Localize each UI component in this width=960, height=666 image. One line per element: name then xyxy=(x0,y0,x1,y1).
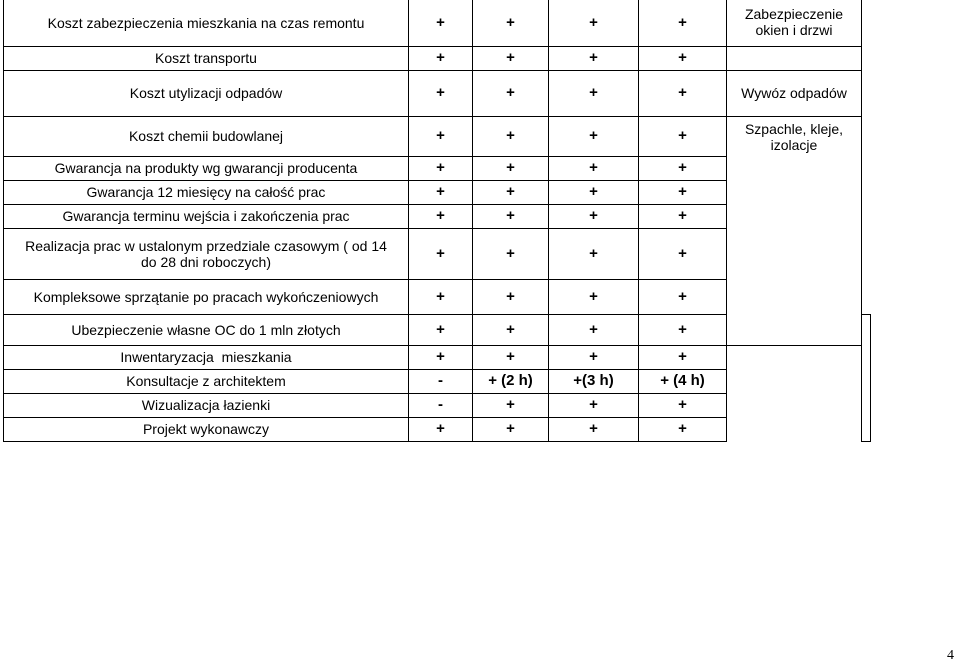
row-label: Wizualizacja łazienki xyxy=(4,393,409,417)
tier-4-mark: + xyxy=(639,156,727,180)
tier-1-mark: + xyxy=(409,180,473,204)
tier-1-mark: + xyxy=(409,345,473,369)
tier-3-mark: + xyxy=(549,180,639,204)
tier-1-mark: + xyxy=(409,46,473,70)
row-label: Kompleksowe sprzątanie po pracach wykończeniowych xyxy=(4,279,409,314)
pricing-feature-table xyxy=(3,0,871,442)
table-row xyxy=(4,369,871,393)
tier-1-mark: + xyxy=(409,116,473,156)
tier-4-mark: + xyxy=(639,46,727,70)
row-label: Koszt transportu xyxy=(4,46,409,70)
tier-3-mark: + xyxy=(549,70,639,116)
note-szpachle xyxy=(727,116,862,345)
tier-4-mark: + xyxy=(639,180,727,204)
tier-2-mark: + xyxy=(473,228,549,279)
row-label: Koszt utylizacji odpadów xyxy=(4,70,409,116)
tier-2-mark: + xyxy=(473,417,549,441)
tier-4-mark: + xyxy=(639,204,727,228)
row-label: Projekt wykonawczy xyxy=(4,417,409,441)
row-label: Konsultacje z architektem xyxy=(4,369,409,393)
table-row xyxy=(4,0,871,46)
row-label: Gwarancja terminu wejścia i zakończenia prac xyxy=(4,204,409,228)
tier-1-mark: + xyxy=(409,204,473,228)
tier-1-mark: + xyxy=(409,228,473,279)
tier-2-mark: + (2 h) xyxy=(473,369,549,393)
note-empty xyxy=(727,46,862,70)
tier-2-mark: + xyxy=(473,204,549,228)
table-row xyxy=(4,345,871,369)
tier-4-mark: + xyxy=(639,116,727,156)
table-row xyxy=(4,116,871,156)
row-label: Realizacja prac w ustalonym przedziale czasowym ( od 14 do 28 dni roboczych) xyxy=(4,228,409,279)
tier-2-mark: + xyxy=(473,279,549,314)
tier-4-mark: + xyxy=(639,70,727,116)
tier-4-mark: + xyxy=(639,279,727,314)
tier-3-mark: +(3 h) xyxy=(549,369,639,393)
tier-3-mark: + xyxy=(549,156,639,180)
tier-3-mark: + xyxy=(549,204,639,228)
tier-2-mark: + xyxy=(473,393,549,417)
row-label: Gwarancja na produkty wg gwarancji producenta xyxy=(4,156,409,180)
table-row xyxy=(4,70,871,116)
note-szpachle-text: Szpachle, kleje, izolacje xyxy=(744,120,844,153)
tier-2-mark: + xyxy=(473,345,549,369)
tier-4-mark: + xyxy=(639,417,727,441)
tier-4-mark: + (4 h) xyxy=(639,369,727,393)
tier-1-mark: + xyxy=(409,156,473,180)
tier-1-mark: + xyxy=(409,417,473,441)
tier-4-mark: + xyxy=(639,0,727,46)
tier-2-mark: + xyxy=(473,0,549,46)
tier-3-mark: + xyxy=(549,417,639,441)
tier-3-mark: + xyxy=(549,228,639,279)
tier-2-mark: + xyxy=(473,314,549,345)
tier-3-mark: + xyxy=(549,116,639,156)
tier-4-mark: + xyxy=(639,345,727,369)
row-label: Inwentaryzacja mieszkania xyxy=(4,345,409,369)
tier-4-mark: + xyxy=(639,393,727,417)
tier-3-mark: + xyxy=(549,345,639,369)
row-label: Koszt chemii budowlanej xyxy=(4,116,409,156)
tier-3-mark: + xyxy=(549,314,639,345)
table-row xyxy=(4,46,871,70)
tier-2-mark: + xyxy=(473,116,549,156)
tier-1-mark: + xyxy=(409,279,473,314)
page-number: 4 xyxy=(947,648,954,663)
tier-1-mark: + xyxy=(409,0,473,46)
tier-1-mark: - xyxy=(409,369,473,393)
tier-1-mark: + xyxy=(409,70,473,116)
tier-3-mark: + xyxy=(549,0,639,46)
row-label: Gwarancja 12 miesięcy na całość prac xyxy=(4,180,409,204)
tier-4-mark: + xyxy=(639,228,727,279)
tier-3-mark: + xyxy=(549,46,639,70)
tier-3-mark: + xyxy=(549,393,639,417)
tier-2-mark: + xyxy=(473,70,549,116)
tier-3-mark: + xyxy=(549,279,639,314)
note-zabezpieczenie: Zabezpieczenie okien i drzwi xyxy=(727,0,862,46)
tier-4-mark: + xyxy=(639,314,727,345)
tier-2-mark: + xyxy=(473,156,549,180)
table-row xyxy=(4,393,871,417)
tier-2-mark: + xyxy=(473,46,549,70)
note-empty xyxy=(862,314,871,441)
tier-1-mark: + xyxy=(409,314,473,345)
tier-1-mark: - xyxy=(409,393,473,417)
row-label: Koszt zabezpieczenia mieszkania na czas remontu xyxy=(4,0,409,46)
tier-2-mark: + xyxy=(473,180,549,204)
note-wywoz: Wywóz odpadów xyxy=(727,70,862,116)
table-row xyxy=(4,417,871,441)
row-label: Ubezpieczenie własne OC do 1 mln złotych xyxy=(4,314,409,345)
